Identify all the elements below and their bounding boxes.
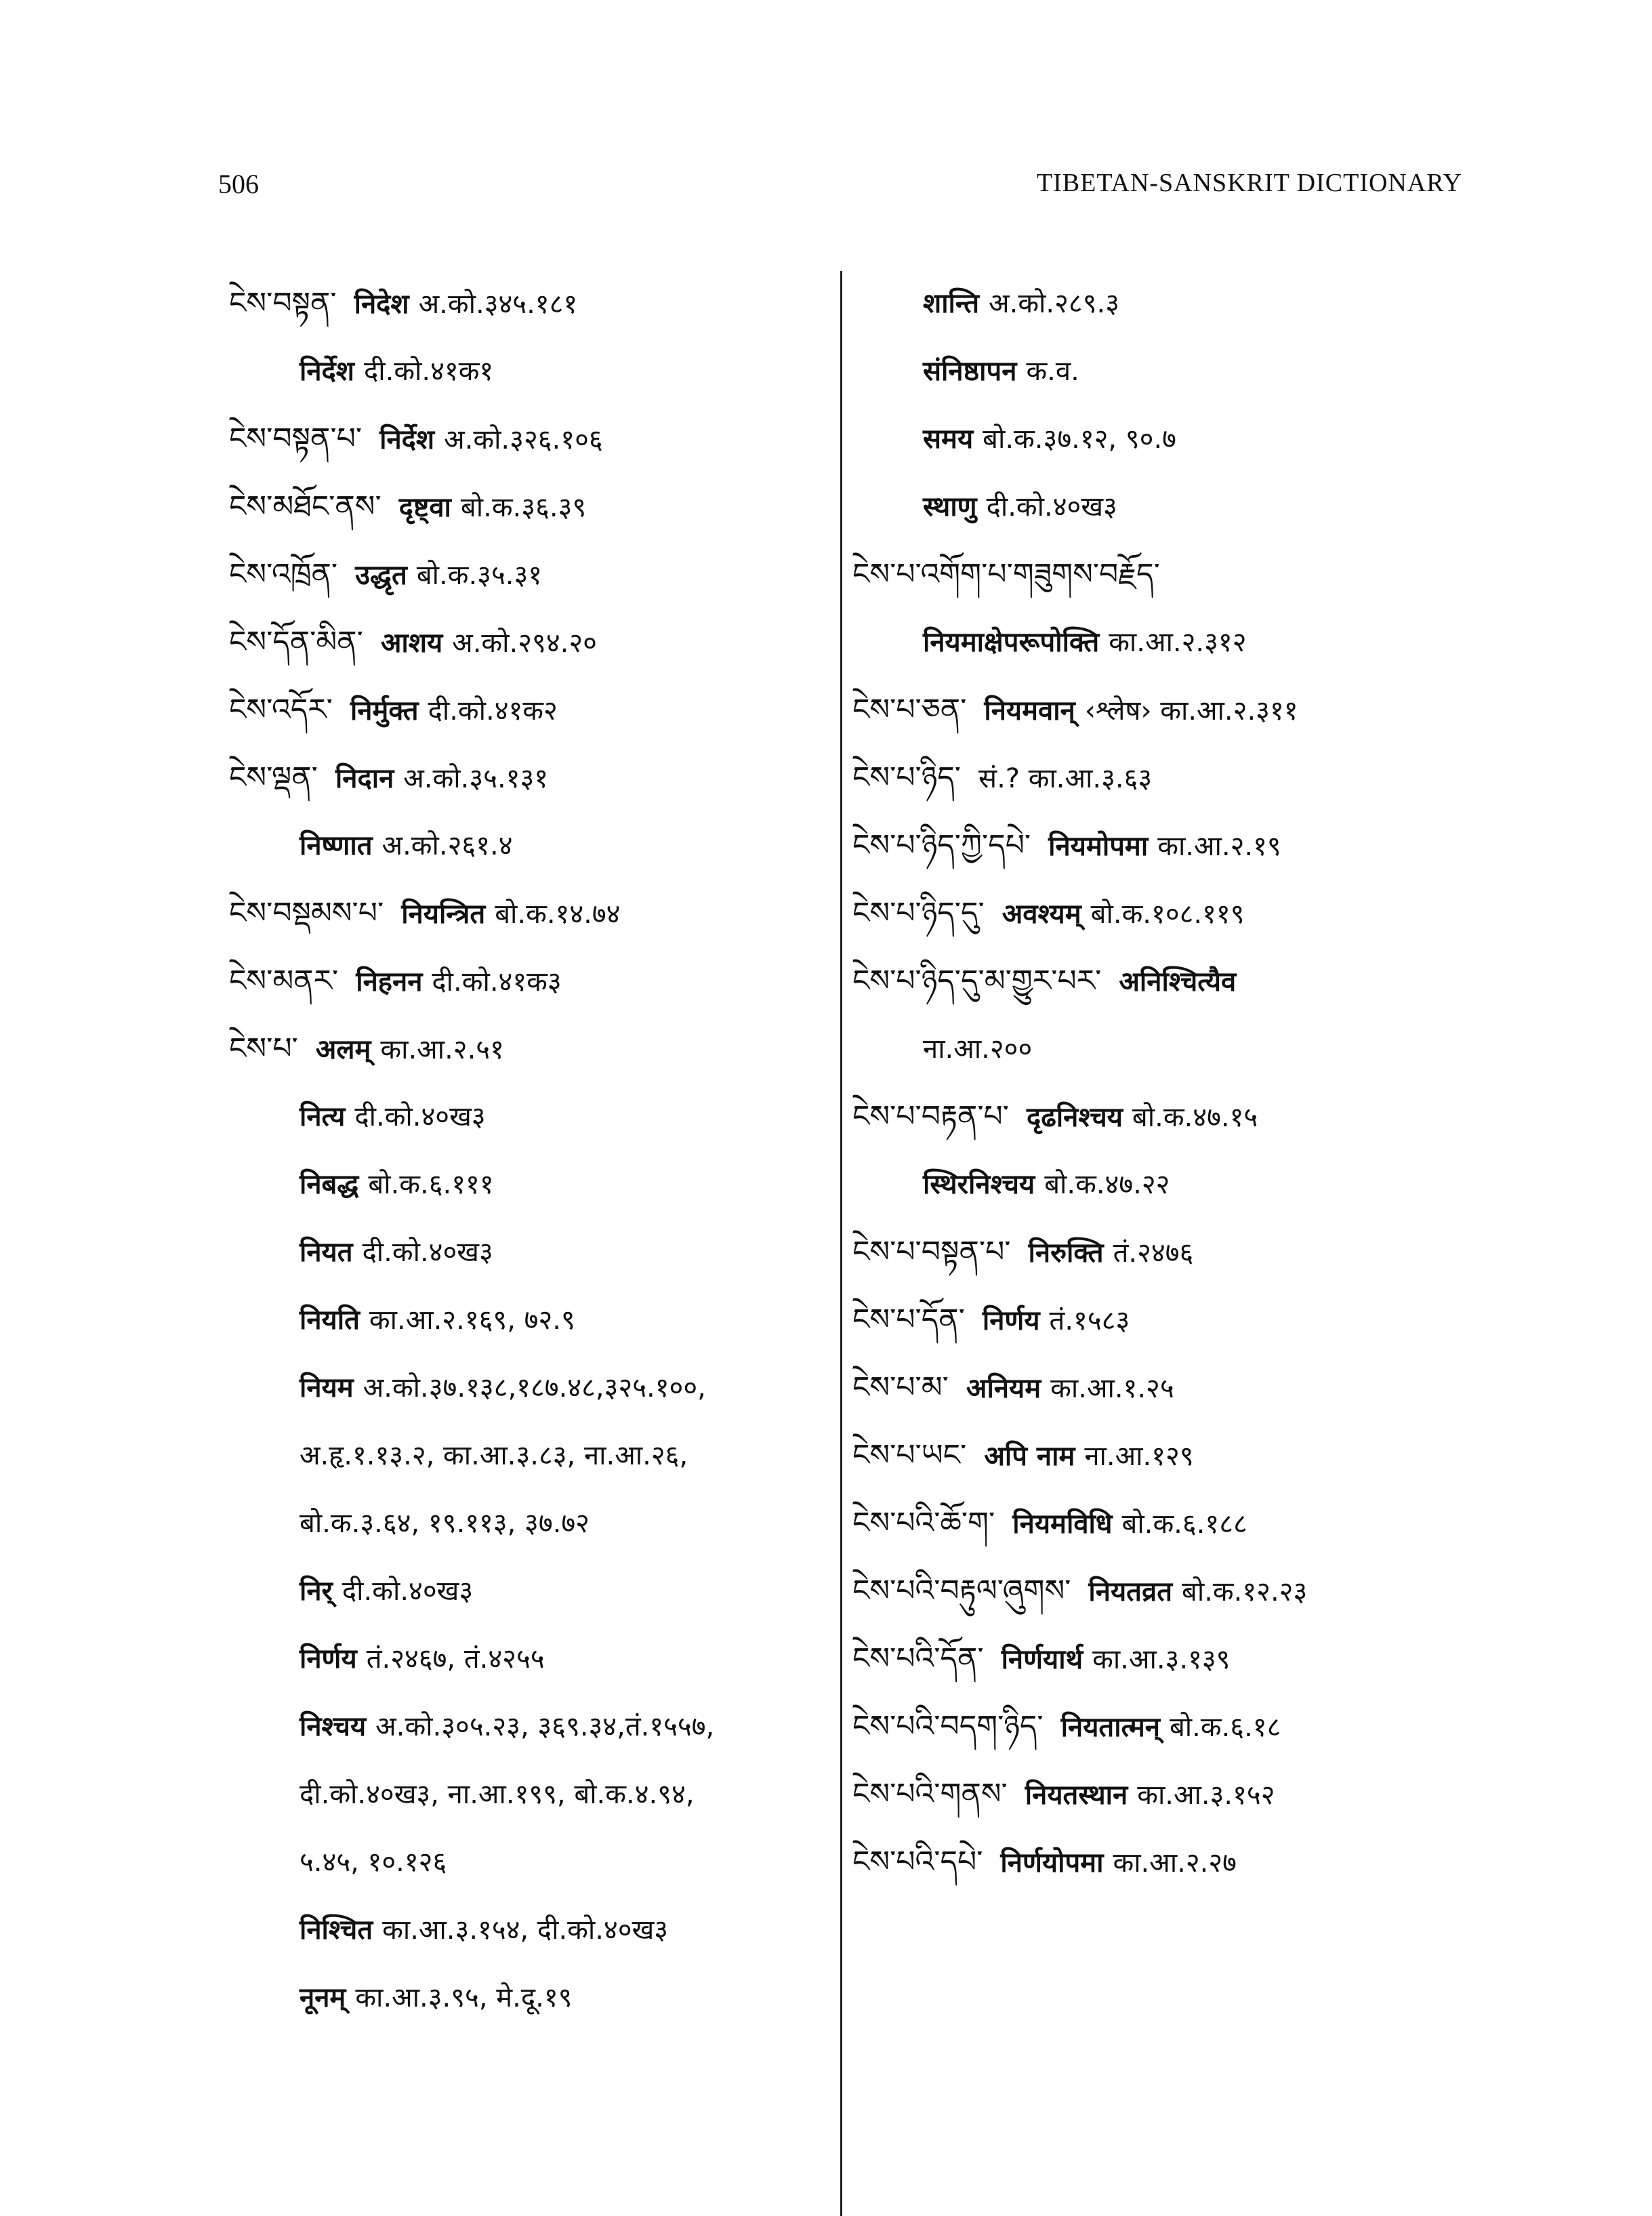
source-reference: दी.को.४०ख३ <box>354 1101 486 1132</box>
tibetan-headword: ངེས་པ་ཉིད་ཀྱི་དཔེ་ <box>852 828 1031 863</box>
dictionary-entry <box>852 1490 1503 1557</box>
right-column <box>852 270 1503 1896</box>
sanskrit-equivalent: नियमाक्षेपरूपोक्ति <box>923 627 1100 658</box>
source-reference: का.आ.२.५१ <box>380 1034 504 1065</box>
dictionary-entry <box>229 1693 825 1761</box>
source-reference: बो.क.६.१८८ <box>1121 1509 1247 1540</box>
sanskrit-equivalent: निदेश <box>354 289 409 320</box>
dictionary-entry <box>229 1286 825 1354</box>
source-reference: का.आ.२.२७ <box>1113 1847 1237 1879</box>
left-column <box>229 270 825 2032</box>
dictionary-entry <box>229 337 825 405</box>
source-reference: का.आ.२.१९ <box>1157 831 1281 862</box>
page-number: 506 <box>218 169 259 199</box>
dictionary-entry <box>229 1218 825 1286</box>
dictionary-entry <box>852 744 1503 812</box>
dictionary-entry <box>852 1015 1503 1083</box>
dictionary-entry <box>852 1354 1503 1422</box>
sanskrit-equivalent: निहनन <box>356 966 423 998</box>
source-reference: अ.हृ.१.१३.२, का.आ.३.८३, ना.आ.२६, <box>300 1440 688 1471</box>
source-reference: अ.को.३४५.१८१ <box>418 289 578 320</box>
dictionary-entry <box>852 1761 1503 1828</box>
source-reference: सं.? का.आ.३.६३ <box>978 763 1153 794</box>
sanskrit-equivalent: निर्णयार्थ <box>1001 1644 1083 1675</box>
source-reference: तं.२४७६ <box>1113 1237 1194 1269</box>
dictionary-entry <box>229 1422 825 1490</box>
sanskrit-equivalent: निरुक्ति <box>1028 1237 1104 1269</box>
source-reference: का.आ.३.१५२ <box>1137 1780 1275 1811</box>
source-reference: बो.क.१०८.११९ <box>1090 899 1245 930</box>
dictionary-entry <box>852 1083 1503 1151</box>
source-reference: ‹श्लेष› का.आ.२.३११ <box>1084 695 1298 726</box>
sanskrit-equivalent: अनिश्चित्यैव <box>1119 966 1237 998</box>
tibetan-headword: ངེས་པ་ཉིད་ <box>852 760 962 795</box>
tibetan-headword: ངེས་མནར་ <box>229 964 339 998</box>
tibetan-headword: ངེས་པའི་དོན་ <box>852 1641 984 1676</box>
source-reference: तं.१५८३ <box>1049 1305 1130 1336</box>
source-reference: का.आ.३.१३९ <box>1092 1644 1231 1675</box>
dictionary-entry <box>852 676 1503 744</box>
sanskrit-equivalent: नूनम् <box>300 1982 346 2013</box>
tibetan-headword: ངེས་པ་ཅན་ <box>852 693 967 727</box>
source-reference: दी.को.४०ख३ <box>362 1237 493 1268</box>
dictionary-entry <box>852 1625 1503 1693</box>
tibetan-headword: ངེས་བསྡམས་པ་ <box>229 896 384 930</box>
sanskrit-equivalent: स्थाणु <box>923 491 977 522</box>
dictionary-entry <box>852 337 1503 405</box>
tibetan-headword: ངེས་པ་འགོག་པ་གཟུགས་བརྗོད་ <box>852 557 1160 592</box>
dictionary-entry <box>229 947 825 1015</box>
sanskrit-equivalent: निबद्ध <box>300 1169 359 1200</box>
sanskrit-equivalent: नियम <box>300 1372 354 1403</box>
source-reference: बो.क.३६.३९ <box>460 492 587 523</box>
sanskrit-equivalent: नियमविधि <box>1012 1509 1113 1540</box>
source-reference: अ.को.२८९.३ <box>989 288 1120 319</box>
dictionary-entry <box>229 1083 825 1151</box>
tibetan-headword: ངེས་པ་བརྟན་པ་ <box>852 1099 1009 1134</box>
tibetan-headword: ངེས་པ་ <box>229 1031 298 1066</box>
source-reference: बो.क.१२.२३ <box>1182 1576 1308 1607</box>
source-reference: दी.को.४१क३ <box>432 966 562 998</box>
source-reference: ना.आ.१२९ <box>1084 1441 1194 1472</box>
sanskrit-equivalent: नियतस्थान <box>1025 1780 1128 1811</box>
sanskrit-equivalent: शान्ति <box>923 288 980 319</box>
sanskrit-equivalent: निश्चित <box>300 1914 373 1946</box>
source-reference: दी.को.४१क२ <box>428 695 558 726</box>
dictionary-entry <box>229 1015 825 1083</box>
dictionary-entry <box>229 1490 825 1557</box>
source-reference: तं.२४६७, तं.४२५५ <box>366 1643 545 1675</box>
sanskrit-equivalent: निदान <box>335 763 394 794</box>
tibetan-headword: ངེས་པའི་བརྟུལ་ཞུགས་ <box>852 1574 1071 1608</box>
dictionary-entry <box>229 1557 825 1625</box>
dictionary-entry <box>852 1422 1503 1490</box>
source-reference: अ.को.२९४.२० <box>452 628 597 659</box>
source-reference: बो.क.६.१८ <box>1169 1712 1281 1743</box>
tibetan-headword: ངེས་པ་ཉིད་དུ་ <box>852 896 985 930</box>
source-reference: दी.को.४०ख३ <box>342 1576 474 1607</box>
dictionary-entry <box>229 1354 825 1422</box>
source-reference: बो.क.३५.३१ <box>416 560 543 591</box>
source-reference: का.आ.१.२५ <box>1050 1373 1174 1404</box>
sanskrit-equivalent: नियमवान् <box>984 695 1075 726</box>
tibetan-headword: ངེས་པ་མ་ <box>852 1370 949 1405</box>
dictionary-entry <box>229 1625 825 1693</box>
dictionary-entry <box>229 880 825 947</box>
tibetan-headword: ངེས་འདོར་ <box>229 693 333 727</box>
dictionary-entry <box>852 609 1503 676</box>
sanskrit-equivalent: नित्य <box>300 1101 346 1132</box>
dictionary-entry <box>852 812 1503 880</box>
source-reference: बो.क.१४.७४ <box>495 899 621 930</box>
tibetan-headword: ངེས་བསྟན་པ་ <box>229 422 363 456</box>
tibetan-headword: ངེས་པ་དོན་ <box>852 1302 965 1337</box>
tibetan-headword: ངེས་པའི་ཆོ་ག་ <box>852 1506 995 1540</box>
source-reference: अ.को.३०५.२३, ३६९.३४,तं.१५५७, <box>375 1711 715 1742</box>
dictionary-entry <box>229 473 825 541</box>
source-reference: बो.क.४७.२२ <box>1044 1169 1170 1200</box>
running-head: TIBETAN-SANSKRIT DICTIONARY <box>1036 169 1462 197</box>
dictionary-entry <box>229 1964 825 2032</box>
source-reference: अ.को.३२६.१०६ <box>444 424 603 455</box>
source-reference: दी.को.४१क१ <box>364 356 494 387</box>
sanskrit-equivalent: नियतव्रत <box>1088 1576 1172 1607</box>
sanskrit-equivalent: समय <box>923 424 974 455</box>
source-reference: बो.क.३७.१२, ९०.७ <box>983 424 1176 455</box>
dictionary-entry <box>852 1151 1503 1218</box>
sanskrit-equivalent: स्थिरनिश्चय <box>923 1169 1035 1200</box>
dictionary-entry <box>229 609 825 676</box>
tibetan-headword: ངེས་བསྟན་ <box>229 286 337 321</box>
source-reference: का.आ.३.१५४, दी.को.४०ख३ <box>382 1914 669 1946</box>
source-reference: दी.को.४०ख३ <box>986 491 1117 522</box>
dictionary-entry <box>852 405 1503 473</box>
tibetan-headword: ངེས་ལྡན་ <box>229 760 318 795</box>
source-reference: अ.को.२६१.४ <box>381 830 513 861</box>
dictionary-entry <box>229 1761 825 1828</box>
dictionary-entry <box>229 744 825 812</box>
source-reference: का.आ.२.३१२ <box>1109 627 1247 658</box>
dictionary-entry <box>852 1557 1503 1625</box>
dictionary-entry <box>229 1896 825 1964</box>
source-reference: ५.४५, १०.१२६ <box>300 1847 447 1878</box>
sanskrit-equivalent: नियत <box>300 1237 353 1268</box>
tibetan-headword: ངེས་པ་བསྟན་པ་ <box>852 1235 1011 1269</box>
source-reference: क.व. <box>1026 356 1079 387</box>
sanskrit-equivalent: अपि नाम <box>984 1441 1075 1472</box>
tibetan-headword: ངེས་དོན་མིན་ <box>229 625 363 659</box>
column-divider <box>840 271 842 2216</box>
tibetan-headword: ངེས་པའི་གནས་ <box>852 1777 1008 1811</box>
dictionary-entry <box>852 947 1503 1015</box>
sanskrit-equivalent: उद्धृत <box>355 560 407 591</box>
dictionary-entry <box>229 1151 825 1218</box>
sanskrit-equivalent: निर्देश <box>379 424 435 455</box>
sanskrit-equivalent: अलम् <box>315 1034 371 1065</box>
sanskrit-equivalent: निर्णय <box>300 1643 357 1675</box>
dictionary-entry <box>852 1286 1503 1354</box>
dictionary-entry <box>852 541 1503 609</box>
sanskrit-equivalent: दृष्ट्वा <box>398 492 451 523</box>
tibetan-headword: ངེས་འཁྲོན་ <box>229 557 338 592</box>
dictionary-entry <box>229 541 825 609</box>
sanskrit-equivalent: निर्मुक्त <box>350 695 419 726</box>
sanskrit-equivalent: निर्देश <box>300 356 354 387</box>
sanskrit-equivalent: नियतात्मन् <box>1060 1712 1160 1743</box>
dictionary-entry <box>229 1828 825 1896</box>
dictionary-entry <box>229 812 825 880</box>
dictionary-entry <box>229 676 825 744</box>
dictionary-entry <box>852 1693 1503 1761</box>
dictionary-entry <box>852 1828 1503 1896</box>
sanskrit-equivalent: नियन्त्रित <box>401 899 486 930</box>
sanskrit-equivalent: दृढनिश्चय <box>1027 1102 1123 1133</box>
source-reference: अ.को.३७.१३८,१८७.४८,३२५.१००, <box>363 1372 706 1403</box>
tibetan-headword: ངེས་པ་ཡང་ <box>852 1438 967 1473</box>
sanskrit-equivalent: निर्णयोपमा <box>1000 1847 1104 1879</box>
source-reference: बो.क.६.१११ <box>368 1169 494 1200</box>
dictionary-entry <box>852 473 1503 541</box>
source-reference: ना.आ.२०० <box>923 1033 1033 1065</box>
sanskrit-equivalent: अनियम <box>966 1373 1041 1404</box>
tibetan-headword: ངེས་པའི་བདག་ཉིད་ <box>852 1709 1044 1744</box>
sanskrit-equivalent: निर्णय <box>982 1305 1040 1336</box>
source-reference: दी.को.४०ख३, ना.आ.१९९, बो.क.४.९४, <box>300 1779 695 1810</box>
sanskrit-equivalent: आशय <box>380 628 443 659</box>
source-reference: का.आ.२.१६९, ७२.९ <box>369 1305 575 1336</box>
source-reference: बो.क.३.६४, १९.११३, ३७.७२ <box>300 1508 590 1539</box>
dictionary-entry <box>229 270 825 337</box>
tibetan-headword: ངེས་པ་ཉིད་དུ་མ་གྱུར་པར་ <box>852 964 1102 998</box>
tibetan-headword: ངེས་པའི་དཔེ་ <box>852 1845 983 1879</box>
sanskrit-equivalent: निश्चय <box>300 1711 367 1742</box>
sanskrit-equivalent: नियमोपमा <box>1048 831 1149 862</box>
source-reference: अ.को.३५.१३१ <box>403 763 549 794</box>
sanskrit-equivalent: संनिष्ठापन <box>923 356 1017 387</box>
dictionary-entry <box>229 405 825 473</box>
dictionary-entry <box>852 1218 1503 1286</box>
sanskrit-equivalent: नियति <box>300 1305 360 1336</box>
sanskrit-equivalent: अवश्यम् <box>1001 899 1081 930</box>
sanskrit-equivalent: निष्णात <box>300 830 373 861</box>
source-reference: का.आ.३.९५, मे.दू.१९ <box>355 1982 573 2013</box>
tibetan-headword: ངེས་མཐོང་ནས་ <box>229 489 381 524</box>
dictionary-entry <box>852 270 1503 337</box>
source-reference: बो.क.४७.१५ <box>1132 1102 1258 1133</box>
sanskrit-equivalent: निर् <box>300 1576 333 1607</box>
dictionary-entry <box>852 880 1503 947</box>
